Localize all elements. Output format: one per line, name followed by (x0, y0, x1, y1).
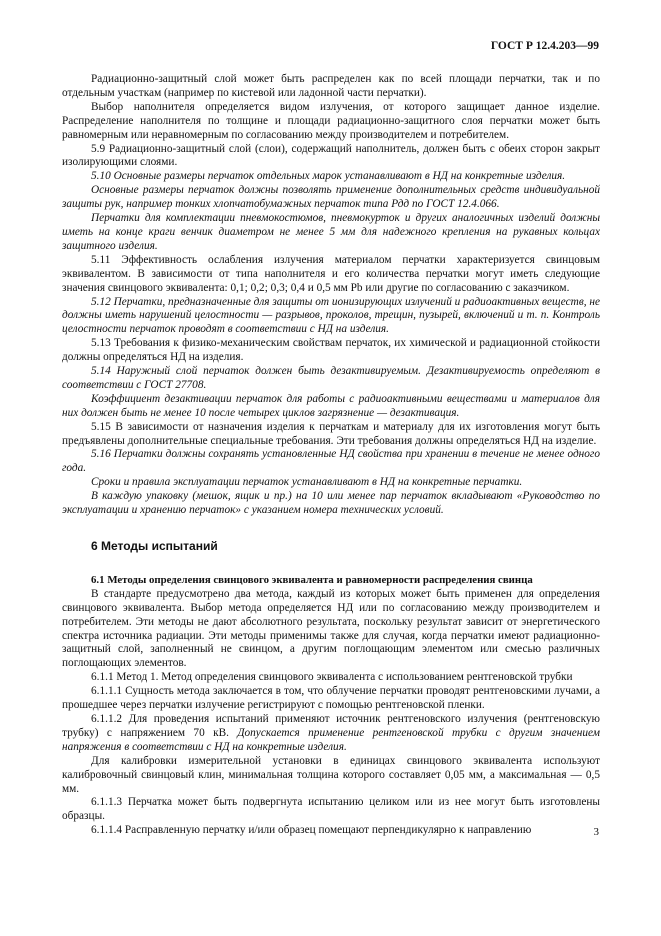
paragraph: 5.9 Радиационно-защитный слой (слои), содержащий наполнитель, должен быть с обеих сторон закрыт изолирующими слоями. (62, 142, 600, 169)
paragraph-italic-text: Допускается применение рентгеновской трубки с другим значением напряжения в соответствии с НД на конкретные изделия. (62, 726, 601, 753)
section-heading: 6 Методы испытаний (91, 539, 218, 553)
paragraph: 6.1.1.1 Сущность метода заключается в том, что облучение перчатки проводят рентгеновскими лучами, а прошедшее через перчатки излучение регистрируют с помощью рентгеновской пленки. (62, 685, 600, 712)
paragraph: 6.1.1.3 Перчатка может быть подвергнута испытанию целиком или из нее могут быть изготовлены образцы. (62, 796, 600, 823)
paragraph: 5.14 Наружный слой перчаток должен быть дезактивируемым. Дезактивируемость определяют в соответствии с ГОСТ 27708. (62, 365, 600, 391)
document-code-header: ГОСТ Р 12.4.203—99 (490, 40, 599, 52)
paragraph: Коэффициент дезактивации перчаток для работы с радиоактивными веществами и материалов для них должен быть не менее 10 после четырех циклов загрязнение — дезактивация. (62, 392, 600, 419)
paragraph: 5.15 В зависимости от назначения изделия к перчаткам и материалу для их изготовления могут быть предъявлены дополнительные специальные требования. Эти требования должны определяться НД на изделие. (62, 420, 600, 447)
paragraph: Перчатки для комплектации пневмокостюмов, пневмокурток и других аналогичных изделий должны иметь на конце краги венчик диаметром не менее 5 мм для надежного крепления на рукавных кольцах защитного изделия. (62, 212, 600, 252)
subsection-number: 6.1 (91, 573, 105, 586)
paragraph: Сроки и правила эксплуатации перчаток устанавливают в НД на конкретные перчатки. (91, 476, 523, 489)
section-6-paragraphs-cont (62, 755, 600, 838)
paragraph: Основные размеры перчаток должны позволять применение дополнительных средств индивидуальной защиты рук, например тонких хлопчатобумажных перчаток типа Рдд по ГОСТ 12.4.066. (62, 184, 600, 211)
section-6-paragraphs (62, 588, 600, 713)
paragraph: В стандарте предусмотрено два метода, каждый из которых может быть применен для определения свинцового эквивалента. Выбор метода определяется НД или по согласованию между производителем и потребителем. Эти методы не дают абсолютного результата, поскольку результат зависит от энергетического спектра источника радиации. Эти методы применимы также для случая, когда перчатки имеют радиационно-защитный слой, заполненный не свинцом, а другим поглощающим элементом или смесью различных поглощающих элементов. (62, 587, 600, 670)
paragraph: 5.11 Эффективность ослабления излучения материалом перчатки характеризуется свинцовым эквивалентом. В зависимости от типа наполнителя и его количества перчатки могут иметь следующие значения свинцового эквивалента: 0,1; 0,2; 0,3; 0,4 и 0,5 мм Pb или другие по согласованию с заказчиком. (62, 253, 600, 294)
paragraph-6-1-1-2 (62, 713, 600, 755)
section-5-continuation (62, 73, 600, 518)
paragraph: 5.12 Перчатки, предназначенные для защиты от ионизирующих излучений и радиоактивных веществ, не должны иметь нарушений целостности — разрывов, проколов, трещин, пузырей, включений и т. п. Контроль целостности перчаток проводят в соответствии с НД на изделия. (62, 295, 600, 336)
page-number: 3 (593, 826, 599, 838)
paragraph: В каждую упаковку (мешок, ящик и пр.) на 10 или менее пар перчаток вкладывают «Руководство по эксплуатации и хранению перчаток» с указанием номера технических условий. (62, 490, 600, 517)
paragraph: 5.16 Перчатки должны сохранять установленные НД свойства при хранении в течение не менее одного года. (62, 448, 600, 475)
paragraph: Выбор наполнителя определяется видом излучения, от которого защищает данное изделие. Распределение наполнителя по толщине и площади радиационно-защитного слоя перчатки может быть равномерным или неравномерным по согласованию между производителем и потребителем. (62, 100, 600, 141)
paragraph: 6.1.1 Метод 1. Метод определения свинцового эквивалента с использованием рентгеновской трубки (91, 671, 573, 684)
paragraph: 5.13 Требования к физико-механическим свойствам перчаток, их химической и радиационной стойкости должны определяться НД на изделия. (62, 337, 600, 364)
paragraph: Радиационно-защитный слой может быть распределен как по всей площади перчатки, так и по отдельным участкам (например по кистевой или ладонной части перчатки). (62, 73, 600, 99)
paragraph: Для калибровки измерительной установки в единицах свинцового эквивалента используют калибровочный свинцовый клин, минимальная толщина которого составляет 0,05 мм, а максимальная — 0,5 мм. (62, 754, 600, 795)
paragraph: 6.1.1.4 Расправленную перчатку и/или образец помещают перпендикулярно к направлению (91, 824, 532, 837)
paragraph-text: 6.1.1.2 Для проведения испытаний применяют источник рентгеновского излучения (рентгеновскую трубку) с напряжением 70 кВ. (62, 712, 600, 739)
document-body (62, 73, 600, 838)
subsection-title: Методы определения свинцового эквивалента и равномерности распределения свинца (107, 573, 533, 586)
subsection-heading (62, 574, 600, 588)
paragraph: 5.10 Основные размеры перчаток отдельных марок устанавливают в НД на конкретные изделия. (91, 170, 566, 183)
